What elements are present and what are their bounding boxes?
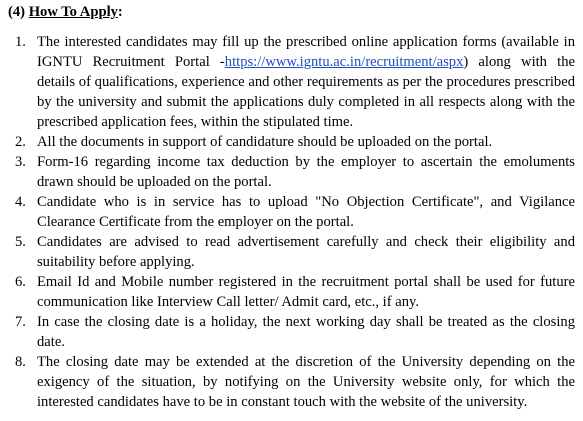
section-colon: : bbox=[117, 4, 123, 20]
list-item-number: 5. bbox=[15, 234, 26, 250]
list-item bbox=[8, 352, 575, 412]
recruitment-portal-link[interactable]: https://www.igntu.ac.in/recruitment/aspx bbox=[224, 54, 464, 70]
list-item bbox=[8, 312, 575, 352]
list-item-number: 7. bbox=[15, 314, 26, 330]
list-item-text-continued: ) along with the details of qualifications, experience and other requirements as per the procedures prescribed by the university and submit the applications duly completed in all respects along with the prescribed application fees, within the stipulated time. bbox=[37, 54, 575, 130]
list-item-number: 1. bbox=[15, 34, 26, 50]
section-number: (4) bbox=[8, 4, 26, 20]
list-item bbox=[8, 232, 575, 272]
list-item-number: 8. bbox=[15, 354, 26, 370]
list-item-number: 4. bbox=[15, 194, 26, 210]
section-heading bbox=[8, 2, 575, 22]
list-item bbox=[8, 32, 575, 132]
section-title: How To Apply bbox=[28, 4, 118, 20]
list-item bbox=[8, 272, 575, 312]
list-item-text: The closing date may be extended at the discretion of the University depending on the exigency of the situation, by notifying on the University website only, for which the interested candidates have to be in constant touch with the website of the university. bbox=[37, 354, 575, 410]
list-item bbox=[8, 192, 575, 232]
list-item bbox=[8, 152, 575, 192]
list-item bbox=[8, 132, 575, 152]
list-item-text: Email Id and Mobile number registered in the recruitment portal shall be used for future communication like Interview Call letter/ Admit card, etc., if any. bbox=[37, 274, 575, 310]
list-item-text: Candidate who is in service has to upload "No Objection Certificate", and Vigilance Clearance Certificate from the employer on the portal. bbox=[37, 194, 575, 230]
list-item-text: In case the closing date is a holiday, the next working day shall be treated as the closing date. bbox=[37, 314, 575, 350]
application-instructions-list bbox=[8, 32, 575, 412]
list-item-text: Candidates are advised to read advertisement carefully and check their eligibility and suitability before applying. bbox=[37, 234, 575, 270]
list-item-number: 3. bbox=[15, 154, 26, 170]
list-item-number: 6. bbox=[15, 274, 26, 290]
list-item-text: The interested candidates may fill up the prescribed online application forms (available in IGNTU Recruitment Portal - bbox=[37, 34, 575, 70]
list-item-text: All the documents in support of candidature should be uploaded on the portal. bbox=[37, 134, 493, 150]
list-item-text: Form-16 regarding income tax deduction by the employer to ascertain the emoluments drawn should be uploaded on the portal. bbox=[37, 154, 575, 190]
list-item-number: 2. bbox=[15, 134, 26, 150]
